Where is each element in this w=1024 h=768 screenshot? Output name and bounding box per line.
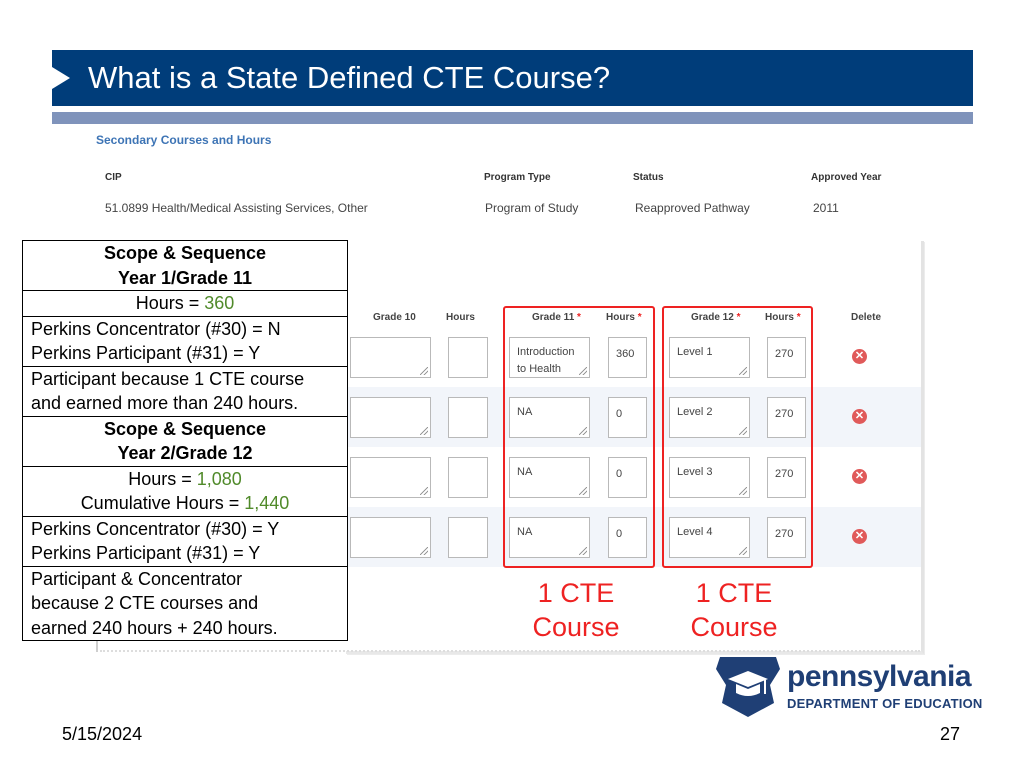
hours11-header: Hours *	[606, 312, 642, 323]
title-arrow-icon	[52, 67, 70, 89]
card-divider	[100, 650, 920, 652]
grade11-input[interactable]: Introduction to Health	[509, 337, 590, 378]
slide-title: What is a State Defined CTE Course?	[88, 60, 611, 95]
cip-value: 51.0899 Health/Medical Assisting Services, Other	[105, 201, 368, 215]
grade12-input[interactable]: Level 1	[669, 337, 750, 378]
cip-header: CIP	[105, 172, 122, 183]
grade11-header: Grade 11 *	[532, 312, 581, 323]
grade11-input[interactable]: NA	[509, 397, 590, 438]
grade10-input[interactable]	[350, 457, 431, 498]
hours10-header: Hours	[446, 312, 475, 323]
grade11-highlight	[503, 306, 655, 568]
year1-note: Participant because 1 CTE course and earned more than 240 hours.	[23, 366, 348, 416]
status-value: Reapproved Pathway	[635, 201, 750, 215]
year2-hours: Hours = 1,080 Cumulative Hours = 1,440	[23, 466, 348, 516]
logo-wordmark: pennsylvania	[787, 660, 972, 693]
pa-keystone-logo-icon	[714, 655, 782, 719]
hours10-input[interactable]	[448, 517, 488, 558]
grade11-input[interactable]: NA	[509, 517, 590, 558]
status-header: Status	[633, 172, 664, 183]
program-type-header: Program Type	[484, 172, 551, 183]
grade12-input[interactable]: Level 3	[669, 457, 750, 498]
hours12-input[interactable]: 270	[767, 517, 806, 558]
grade12-header: Grade 12 *	[691, 312, 741, 323]
year2-title: Scope & Sequence Year 2/Grade 12	[23, 416, 348, 466]
logo-department: DEPARTMENT OF EDUCATION	[787, 696, 983, 711]
hours12-input[interactable]: 270	[767, 397, 806, 438]
year1-title: Scope & Sequence Year 1/Grade 11	[23, 241, 348, 291]
hours12-header: Hours *	[765, 312, 801, 323]
grade12-input[interactable]: Level 4	[669, 517, 750, 558]
year2-perkins: Perkins Concentrator (#30) = Y Perkins Participant (#31) = Y	[23, 516, 348, 566]
hours11-input[interactable]: 0	[608, 457, 647, 498]
grade12-cte-label: 1 CTE Course	[690, 578, 778, 642]
hours11-input[interactable]: 0	[608, 517, 647, 558]
scope-sequence-table	[22, 240, 348, 641]
delete-icon[interactable]: ✕	[852, 529, 867, 544]
year1-hours: Hours = 360	[23, 291, 348, 317]
hours10-input[interactable]	[448, 337, 488, 378]
year2-note: Participant & Concentrator because 2 CTE courses and earned 240 hours + 240 hours.	[23, 566, 348, 641]
hours11-input[interactable]: 0	[608, 397, 647, 438]
hours10-input[interactable]	[448, 397, 488, 438]
delete-header: Delete	[851, 312, 882, 323]
delete-icon[interactable]: ✕	[852, 349, 867, 364]
page-number: 27	[940, 724, 961, 744]
hours11-input[interactable]: 360	[608, 337, 647, 378]
section-title: Secondary Courses and Hours	[96, 133, 272, 147]
grade12-input[interactable]: Level 2	[669, 397, 750, 438]
footer-date: 5/15/2024	[62, 724, 143, 744]
delete-icon[interactable]: ✕	[852, 409, 867, 424]
title-underline	[52, 112, 973, 124]
hours12-input[interactable]: 270	[767, 457, 806, 498]
year1-perkins: Perkins Concentrator (#30) = N Perkins Participant (#31) = Y	[23, 316, 348, 366]
delete-icon[interactable]: ✕	[852, 469, 867, 484]
grade10-input[interactable]	[350, 397, 431, 438]
grade10-input[interactable]	[350, 337, 431, 378]
grade10-input[interactable]	[350, 517, 431, 558]
program-type-value: Program of Study	[485, 201, 579, 215]
grade11-cte-label: 1 CTE Course	[532, 578, 620, 642]
hours12-input[interactable]: 270	[767, 337, 806, 378]
approved-year-header: Approved Year	[811, 172, 882, 183]
approved-year-value: 2011	[813, 201, 839, 215]
grade10-header: Grade 10	[373, 312, 416, 323]
title-bar	[52, 50, 973, 106]
grade12-highlight	[662, 306, 813, 568]
hours10-input[interactable]	[448, 457, 488, 498]
grade11-input[interactable]: NA	[509, 457, 590, 498]
